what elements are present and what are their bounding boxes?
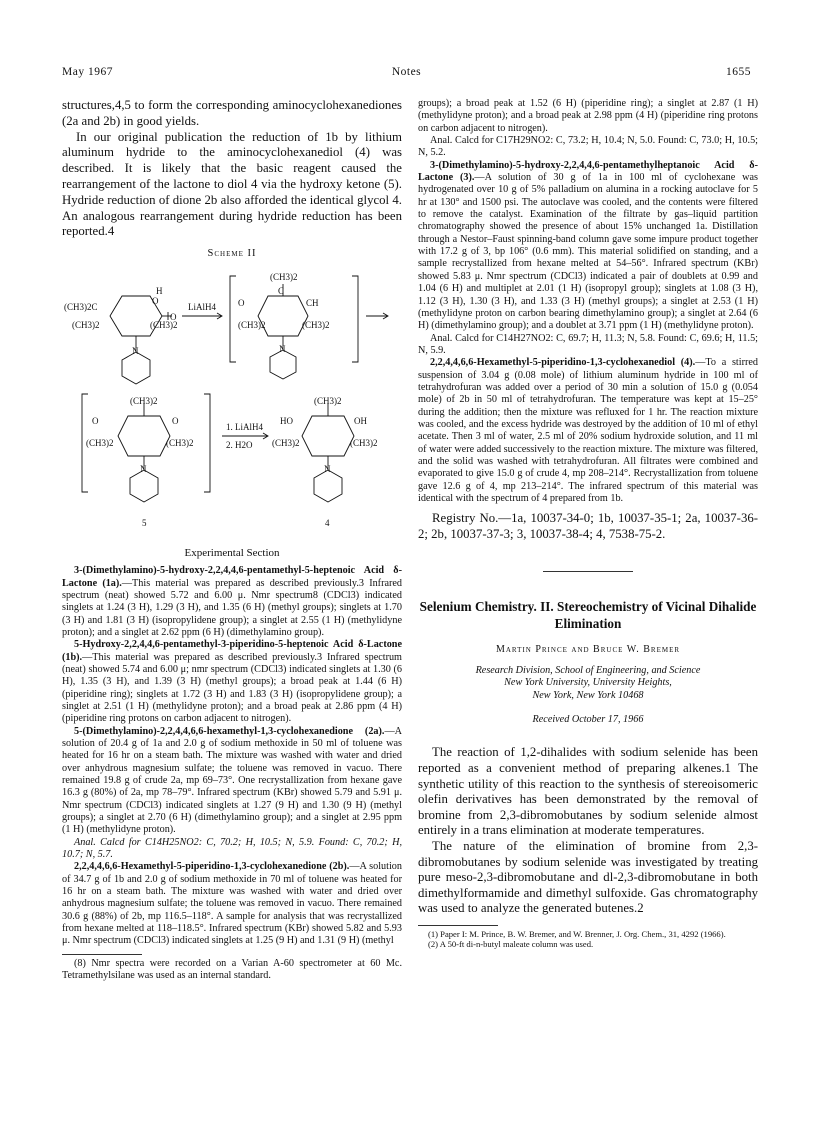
procedure-4 (418, 357, 758, 505)
affiliation-line-3: New York, New York 10468 (532, 689, 644, 701)
footnote-divider (62, 954, 142, 955)
experimental-section-title: Experimental Section (184, 547, 280, 560)
procedure-1b (62, 639, 402, 725)
scheme-label-ch3-2-4a: (CH3)2 (272, 438, 300, 449)
scheme-label-ch3-2c: (CH3)2C (64, 302, 98, 313)
scheme-label-c: C (278, 286, 285, 297)
scheme-label-ch3-2-a: (CH3)2 (72, 320, 100, 331)
footnote-divider-right (418, 925, 498, 926)
procedure-2a (62, 726, 402, 837)
procedure-1a-title: 3-(Dimethylamino)-5-hydroxy-2,2,4,4,6-pentamethyl-5-heptenoic Acid δ-Lactone (1a). (62, 565, 402, 589)
scheme-diagram (62, 264, 402, 532)
procedure-2b-continued: groups); a broad peak at 1.52 (6 H) (piperidine ring); a singlet at 2.87 (1 H) (methylidyne proton); and a broad peak at 2.98 ppm (4 H) (piperidine ring protons on carbon adjacent to nitrogen). (418, 98, 758, 134)
procedure-2b-title: 2,2,4,4,6,6-Hexamethyl-5-piperidino-1,3-cyclohexanedione (2b). (74, 861, 350, 873)
scheme-label-ch3-2-5b: (CH3)2 (166, 438, 194, 449)
scheme-label-ch3-2-b: (CH3)2 (150, 320, 178, 331)
affiliation-line-1: Research Division, School of Engineering, and Science (475, 664, 701, 676)
procedure-4-title: 2,2,4,4,6,6-Hexamethyl-5-piperidino-1,3-cyclohexanediol (4). (430, 357, 696, 369)
author-affiliation (418, 665, 758, 703)
scheme-label-h: H (156, 286, 163, 297)
compound-label-4: 4 (325, 518, 330, 529)
procedure-2a-body: —A solution of 20.4 g of 1a and 2.0 g of sodium methoxide in 50 ml of toluene was heated for 16 hr on a steam bath. The mixture was washed with water and dried over anhydrous magnesium sulfate; the toluene was removed in vacuo. There remained 19.8 g of crude 2a, mp 69–73°. One recrystallization from hexane gave 16.3 g (80%) of 2a, mp 78–79°. Infrared spectrum (KBr) showed 5.79 and 5.91 μ. Nmr spectrum (CDCl3) indicated singlets at 1.27 (9 H) and 1.30 (9 H) (methyl groups); a singlet at 2.70 (6 H) (dimethylamino group); and a singlet at 2.95 ppm (1 H) (methylidyne proton). (62, 725, 402, 836)
received-date: Received October 17, 1966 (532, 714, 644, 726)
scheme-label-ch3-2-5top: (CH3)2 (130, 396, 158, 407)
scheme-label-ch3-2-4b: (CH3)2 (350, 438, 378, 449)
scheme-label-n-5: N (140, 464, 147, 475)
compound-label-5: 5 (142, 518, 147, 529)
analysis-3: Anal. Calcd for C14H27NO2: C, 69.7; H, 11.3; N, 5.8. Found: C, 69.6; H, 11.5; N, 5.9. (418, 332, 758, 356)
procedure-2b-body: —A solution of 34.7 g of 1b and 2.0 g of sodium methoxide in 70 ml of toluene was heated for 16 hr on a steam bath. The mixture was washed with water and dried over anhydrous magnesium sulfate; the toluene was removed in vacuo. There remained 30.6 g (88%) of 2b, mp 116.5–118°. A sample for analysis that was recrystallized from hexane melted at 118–118.5°. Infrared spectrum (KBr) showed 5.82 and 5.93 μ. Nmr spectrum (CDCl3) indicated singlets at 1.25 (9 H) and 1.31 (9 H) (methyl (62, 861, 402, 947)
scheme-label-step2: 2. H2O (226, 440, 253, 451)
body-paragraph-1: The reaction of 1,2-dihalides with sodium selenide has been reported as a convenient method of preparing alkenes.1 The synthetic utility of this reaction to the synthesis of stereoisomeric olefin derivatives has been demonstrated by the removal of bromine from 2,3-dibromobutanes by sodium selenide almost entirely in a trans elimination at moderate temperatures. (418, 745, 758, 838)
article-body (418, 745, 758, 917)
scheme-label-n-2: N (279, 344, 286, 355)
procedure-1b-title: 5-Hydroxy-2,2,4,4,6-pentamethyl-3-piperidino-5-heptenoic Acid δ-Lactone (1b). (62, 639, 402, 663)
scheme-label-ch3-2-top: (CH3)2 (270, 272, 298, 283)
procedure-2a-title: 5-(Dimethylamino)-2,2,4,4,6,6-hexamethyl-1,3-cyclohexanedione (2a). (74, 725, 385, 737)
article-divider (543, 571, 633, 572)
scheme-label-o-carbonyl: O (170, 312, 177, 323)
procedure-4-body: —To a stirred suspension of 3.04 g (0.08 mole) of lithium aluminum hydride in 100 ml of tetrahydrofuran was added over a period of 30 min a solution of 15.0 g (0.054 mole) of 2b in 50 ml of tetrahydrofuran. The temperature was kept at 15–25° during the addition; then the mixture was refluxed for 1 hr. The reaction mixture was cooled, and the excess hydride was destroyed by the addition of 10 ml of ethyl acetate. Then 3 ml of water, 2.5 ml of 20% sodium hydroxide solution, and 11 ml of water were added successively to the reaction mixture. The mixture was filtered, and the solid was washed with tetrahydrofuran. All filtrates were combined and evaporated to give 15.0 g of crude 4, mp 208–214°. Recrystallization from toluene gave 12.6 g of 4, mp 213–214°. The infrared spectrum of this material was identical with the spectrum of 4 prepared from 1b. (418, 357, 758, 504)
article-authors: Martin Prince and Bruce W. Bremer (495, 643, 681, 655)
scheme-label-o-int: O (238, 298, 245, 309)
procedure-3 (418, 160, 758, 333)
scheme-label-n-1: N (132, 346, 139, 357)
scheme-label-o-5b: O (172, 416, 179, 427)
scheme-label-ch3-2-d: (CH3)2 (302, 320, 330, 331)
scheme-label-n-4: N (324, 464, 331, 475)
procedure-1b-body: —This material was prepared as described previously.3 Infrared spectrum (neat) showed 5.74 and 6.00 μ; nmr spectrum (CDCl3) indicated singlets at 1.30 (6 H), 1.35 (3 H), and 1.39 (3 H) (methyl groups); a broad peak at 1.44 (6 H) (piperidine ring); singlets at 1.72 (3 H) and 1.83 (3 H) (isopropylidene group); a singlet at 2.51 (1 H) (methylidyne proton); and a broad peak at 2.86 ppm (4 H) (piperidine ring protons on carbon adjacent to nitrogen). (62, 651, 402, 725)
intro-text (62, 98, 402, 240)
right-column (418, 98, 758, 949)
article-title: Selenium Chemistry. II. Stereochemistry of Vicinal Dihalide Elimination (419, 598, 757, 631)
analysis-2a: Anal. Calcd for C14H25NO2: C, 70.2; H, 10.5; N, 5.9. Found: C, 70.2; H, 10.7; N, 5.7. (62, 836, 402, 861)
procedure-1a (62, 565, 402, 639)
procedure-3-title: 3-(Dimethylamino)-5-hydroxy-2,2,4,4,6-pentamethylheptanoic Acid δ-Lactone (3). (418, 159, 758, 184)
scheme-ii (62, 248, 402, 533)
footnote-2: (2) A 50-ft di-n-butyl maleate column was used. (428, 938, 594, 949)
scheme-label-ch: CH (306, 298, 319, 309)
registry-numbers: Registry No.—1a, 10037-34-0; 1b, 10037-35-1; 2a, 10037-36-2; 2b, 10037-37-3; 3, 10037-38-4; 4, 7538-75-2. (418, 511, 758, 542)
procedure-2b (62, 861, 402, 947)
analysis-2b: Anal. Calcd for C17H29NO2: C, 73.2; H, 10.4; N, 5.0. Found: C, 73.0; H, 10.5; N, 5.2. (418, 135, 758, 159)
scheme-label-o-5a: O (92, 416, 99, 427)
intro-paragraph-1: structures,4,5 to form the corresponding aminocyclohexanediones (2a and 2b) in good yields. (62, 98, 402, 128)
footnote-1: (1) Paper I: M. Prince, B. W. Bremer, and W. Brenner, J. Org. Chem., 31, 4292 (1966). (428, 928, 726, 939)
footnote-8: (8) Nmr spectra were recorded on a Varian A-60 spectrometer at 60 Mc. Tetramethylsilane was used as an internal standard. (62, 957, 402, 982)
scheme-label-ch3-2-5a: (CH3)2 (86, 438, 114, 449)
header-section: Notes (391, 66, 422, 78)
scheme-title: Scheme II (207, 248, 257, 260)
page-number: 1655 (726, 66, 751, 78)
scheme-label-ch3-2-c: (CH3)2 (238, 320, 266, 331)
left-column (62, 98, 402, 983)
procedure-3-body: —A solution of 30 g of 1a in 100 ml of cyclohexane was hydrogenated over 10 g of 5% palladium on alumina in a rocking autoclave for 5 hr at 130° and 1500 psi. The autoclave was cooled, and the contents were filtered to remove the catalyst. Examination of the filtrate by gas–liquid partition chromatography showed the presence of about 15% unchanged 1a. Distillation through a Nestor–Faust spinning-band column gave some impure product together with 17.2 g of 3, bp 106° (0.6 mm). This material solidified on standing, and a sample recrystallized from hexane melted at 54–56°. Infrared spectrum (KBr) showed 5.83 μ. Nmr spectrum (CDCl3) indicated a pair of doublets at 0.99 and 1.04 (6 H) and multiplet at 2.01 (1 H) (isopropyl group); singlets at 1.08 (3 H), 1.12 (3 H), 1.30 (3 H), and 1.33 (3 H) (methyl groups); a singlet at 2.53 (1 H) (methylidyne proton on carbon bearing dimethylamino group); a singlet at 2.64 (6 H) (dimethylamino group); and a doublet at 3.71 ppm (1 H) (methylidyne proton). (418, 172, 758, 332)
scheme-label-ho: HO (280, 416, 293, 427)
scheme-label-step1: 1. LiAlH4 (226, 422, 263, 433)
experimental-text-left (62, 565, 402, 982)
body-paragraph-2: The nature of the elimination of bromine from 2,3-dibromobutanes by sodium selenide was investigated by treating pure meso-2,3-dibromobutane and dl-2,3-dibromobutane in both dimethylformamide and dimethyl sulfoxide. Gas chromatography was used to analyze the generated butenes.2 (418, 839, 758, 916)
scheme-label-oh: OH (354, 416, 367, 427)
scheme-label-ch3-2-4top: (CH3)2 (314, 396, 342, 407)
affiliation-line-2: New York University, University Heights, (504, 677, 672, 689)
procedure-1a-body: —This material was prepared as described previously.3 Infrared spectrum (neat) showed 5.72 and 6.00 μ. Nmr spectrum8 (CDCl3) indicated singlets at 1.24 (3 H), 1.29 (3 H), and 1.35 (6 H) (methyl groups); singlets at 1.70 (3 H) and 1.81 (3 H) (isopropylidene group); a singlet at 2.55 (1 H) (methylidyne proton); and a singlet at 2.62 ppm (6 H) (dimethylamino group). (62, 577, 402, 638)
experimental-text-right (418, 98, 758, 505)
running-head (62, 66, 751, 82)
scheme-label-lialh4: LiAlH4 (188, 302, 216, 313)
scheme-label-o-ring: O (152, 296, 159, 307)
intro-paragraph-2: In our original publication the reduction of 1b by lithium aluminum hydride to the aminocyclohexanediol (4) was described. It is likely that the basic reagent caused the rearrangement of the lactone to diol 4 via the hydroxy ketone (5). Hydride reduction of dione 2b also afforded the identical glycol 4. An analogous rearrangement during hydride reduction has been reported.4 (62, 129, 402, 239)
header-date: May 1967 (62, 66, 113, 78)
